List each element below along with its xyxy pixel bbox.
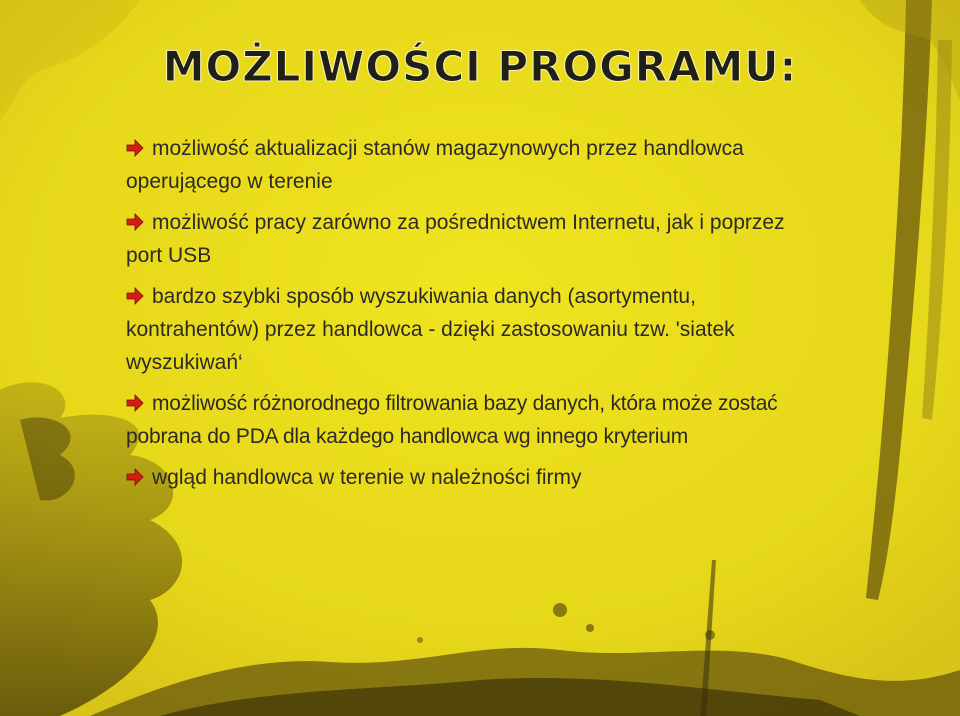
list-item [126,206,826,272]
list-item-text: możliwość różnorodnego filtrowania bazy danych, która może zostać pobrana do PDA dla każdego handlowca wg innego kryterium [126,392,778,448]
red-arrow-icon [126,394,144,412]
red-arrow-icon [126,139,144,157]
list-item-text: możliwość pracy zarówno za pośrednictwem Internetu, jak i poprzez port USB [126,211,785,267]
red-arrow-icon [126,468,144,486]
red-arrow-icon [126,213,144,231]
list-item [126,280,826,379]
list-item [126,461,826,494]
slide-title [0,38,960,96]
feature-list [126,132,826,502]
slide-title-text: MOŻLIWOŚCI PROGRAMU: [162,42,798,91]
list-item-text: wgląd handlowca w terenie w należności firmy [152,466,582,489]
red-arrow-icon [126,287,144,305]
list-item [126,132,826,198]
list-item-text: możliwość aktualizacji stanów magazynowych przez handlowca operującego w terenie [126,137,744,193]
list-item [126,387,826,453]
list-item-text: bardzo szybki sposób wyszukiwania danych (asortymentu, kontrahentów) przez handlowca - dzięki zastosowaniu tzw. 'siatek wyszukiwań‘ [126,285,735,374]
